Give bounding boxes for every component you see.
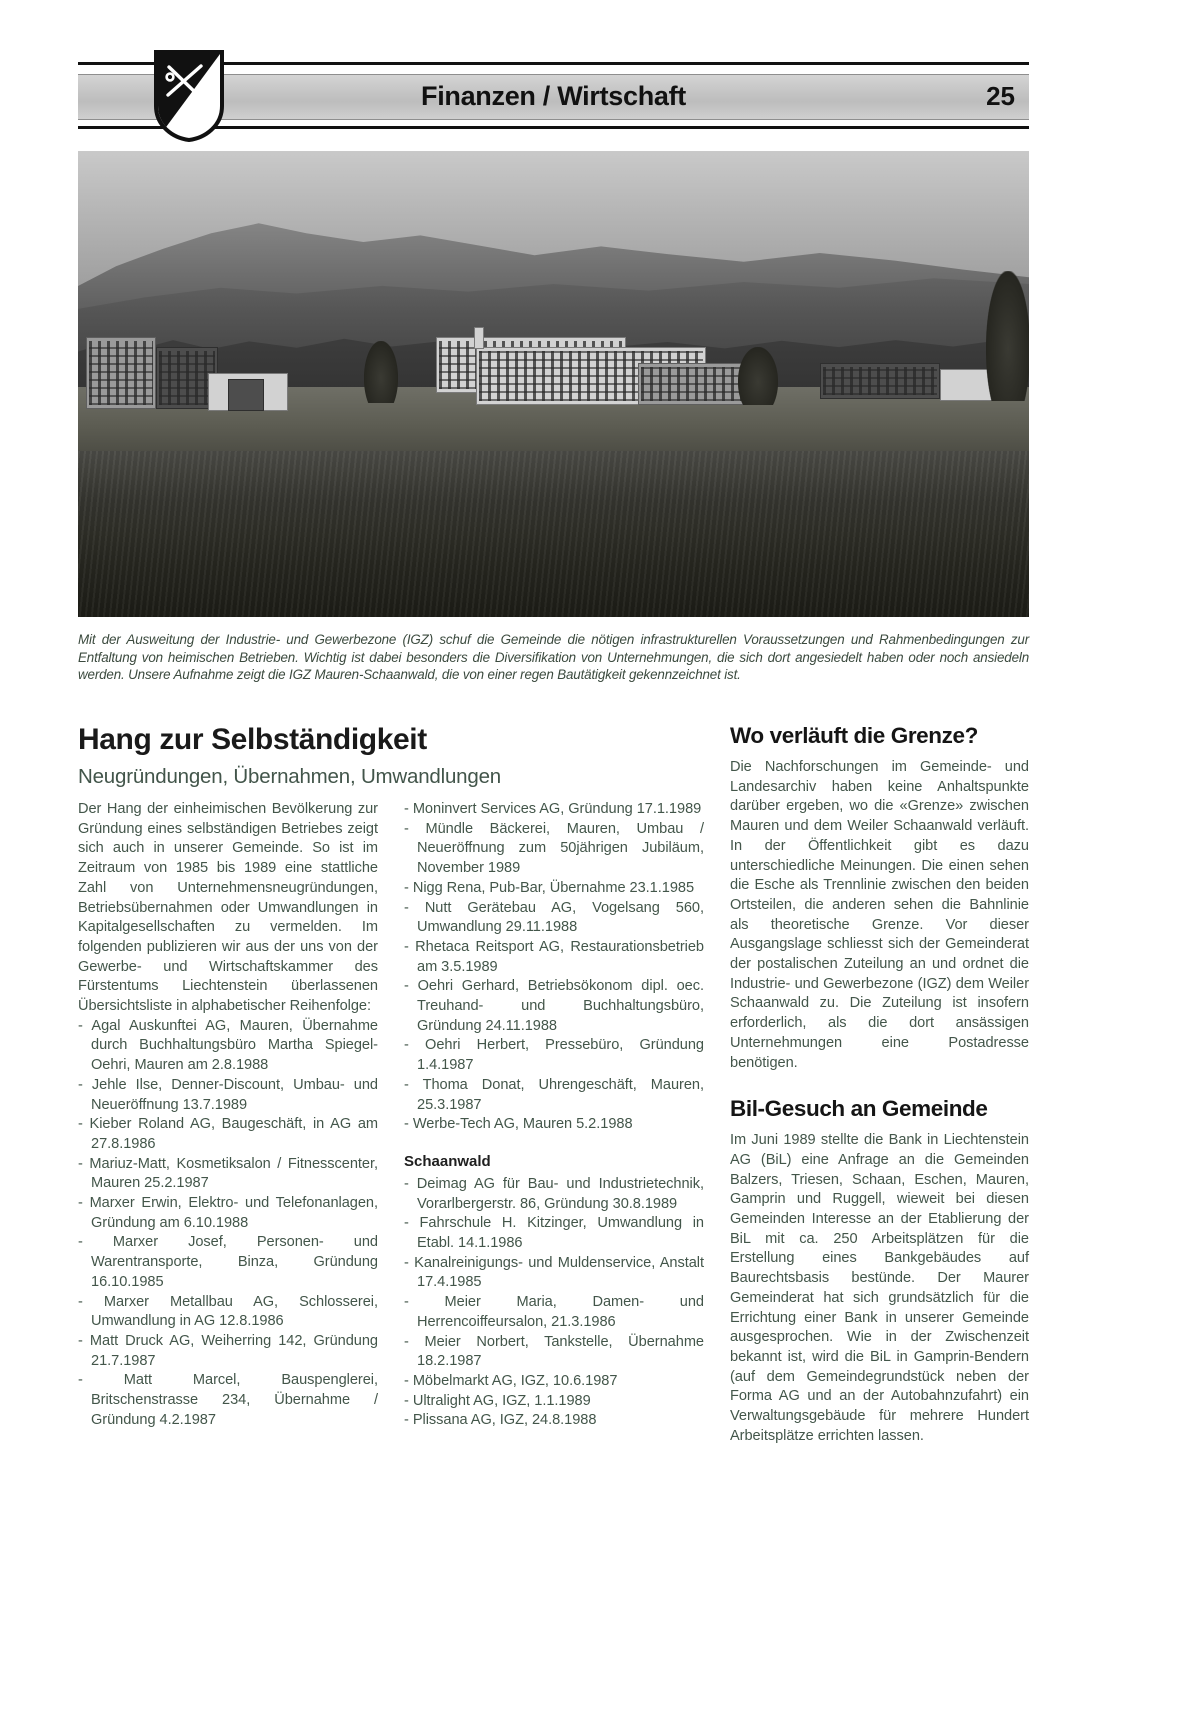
photo-tree: [364, 341, 398, 403]
column-three: [730, 722, 1029, 1447]
article-columns: [78, 722, 1029, 1482]
list-item: - Deimag AG für Bau- und Industrietechnik, Vorarlbergerstr. 86, Gründung 30.8.1989: [404, 1175, 704, 1214]
column-two-spacer: [404, 722, 704, 800]
photo-building: [820, 363, 940, 399]
list-item: - Agal Auskunftei AG, Mauren, Übernahme durch Buchhaltungsbüro Martha Spiegel-Oehri, Mauren am 2.8.1988: [78, 1017, 378, 1076]
list-item: - Meier Maria, Damen- und Herrencoiffeursalon, 21.3.1986: [404, 1293, 704, 1332]
entries-list-one: [78, 1017, 378, 1431]
list-item: - Rhetaca Reitsport AG, Restaurationsbetrieb am 3.5.1989: [404, 938, 704, 977]
entries-list-two: [404, 800, 704, 1135]
list-item: - Marxer Metallbau AG, Schlosserei, Umwandlung in AG 12.8.1986: [78, 1293, 378, 1332]
list-item: - Möbelmarkt AG, IGZ, 10.6.1987: [404, 1372, 704, 1392]
list-item: - Jehle Ilse, Denner-Discount, Umbau- und Neueröffnung 13.7.1989: [78, 1076, 378, 1115]
list-item: - Meier Norbert, Tankstelle, Übernahme 18.2.1987: [404, 1333, 704, 1372]
list-item: - Marxer Josef, Personen- und Warentransporte, Binza, Gründung 16.10.1985: [78, 1233, 378, 1292]
list-item: - Fahrschule H. Kitzinger, Umwandlung in Etabl. 14.1.1986: [404, 1214, 704, 1253]
list-item: - Kanalreinigungs- und Muldenservice, Anstalt 17.4.1985: [404, 1254, 704, 1293]
page-title: Finanzen / Wirtschaft: [421, 81, 686, 111]
sidebar-text-grenze: Die Nachforschungen im Gemeinde- und Landesarchiv haben keine Anhaltspunkte darüber ergeben, wo die «Grenze» zwischen Mauren und dem Weiler Schaanwald verläuft. In der Öffentlichkeit gibt es dazu unterschiedliche Meinungen. Die einen sehen die Esche als Trennlinie zwischen den beiden Ortsteilen, die anderen sehen die Bahnlinie als theoretische Grenze. Vor dieser Ausgangslage schliesst sich der Gemeinderat der postalischen Zuteilung an und ordnet die Industrie- und Gewerbezone (IGZ) dem Weiler Schaanwald zu. Die Zuteilung ist insofern erforderlich, als die dort ansässigen Unternehmungen eine Postadresse benötigen.: [730, 759, 1029, 1071]
photo-building: [228, 379, 264, 411]
photo-tower: [474, 327, 484, 349]
list-item: - Marxer Erwin, Elektro- und Telefonanlagen, Gründung am 6.10.1988: [78, 1194, 378, 1233]
list-item: - Nigg Rena, Pub-Bar, Übernahme 23.1.1985: [404, 879, 704, 899]
list-item: - Oehri Herbert, Pressebüro, Gründung 1.4.1987: [404, 1036, 704, 1075]
list-item: - Mariuz-Matt, Kosmetiksalon / Fitnesscenter, Mauren 25.2.1987: [78, 1155, 378, 1194]
list-item: - Nutt Gerätebau AG, Vogelsang 560, Umwandlung 29.11.1988: [404, 899, 704, 938]
article-headline: Hang zur Selbständigkeit: [78, 723, 427, 756]
photo-caption: Mit der Ausweitung der Industrie- und Gewerbezone (IGZ) schuf die Gemeinde die nötigen infrastrukturellen Voraussetzungen und Rahmenbedingungen zur Entfaltung von heimischen Betrieben. Wichtig ist dabei besonders die Diversifikation von Unternehmungen, die sich dort angesiedelt haben oder noch ansiedeln werden. Unsere Aufnahme zeigt die IGZ Mauren-Schaanwald, die von einer regen Bautätigkeit gekennzeichnet ist.: [78, 632, 1029, 683]
list-item: - Thoma Donat, Uhrengeschäft, Mauren, 25.3.1987: [404, 1076, 704, 1115]
list-item: - Oehri Gerhard, Betriebsökonom dipl. oec. Treuhand- und Buchhaltungsbüro, Gründung 24.11.1988: [404, 977, 704, 1036]
list-item: - Ultralight AG, IGZ, 1.1.1989: [404, 1392, 704, 1412]
group-title-schaanwald: Schaanwald: [404, 1152, 491, 1170]
list-item: - Plissana AG, IGZ, 24.8.1988: [404, 1411, 704, 1431]
article-photo: [78, 151, 1029, 617]
photo-foreground-field: [78, 451, 1029, 617]
page-header: [78, 62, 1029, 130]
article-subhead: Neugründungen, Übernahmen, Umwandlungen: [78, 765, 501, 788]
sidebar-text-bil: Im Juni 1989 stellte die Bank in Liechtenstein AG (BiL) eine Anfrage an die Gemeinden Balzers, Triesen, Schaan, Eschen, Mauren, Gamprin und Ruggell, wieweit bei diesen Gemeinden Interesse an der Etablierung der BiL mit ca. 250 Arbeitsplätzen für die Erstellung eines Bankgebäudes auf Baurechtsbasis bestünde. Der Maurer Gemeinderat hat sich grundsätzlich für die Errichtung einer Bank in unserer Gemeinde ausgesprochen. Wie in der Zwischenzeit bekannt ist, wird die BiL in Gamprin-Bendern (auf dem Gemeindegrundstück neben der Forma AG und an der Autobahnzufahrt) ein Verwaltungsgebäude für mehrere Hundert Arbeitsplätze errichten lassen.: [730, 1132, 1029, 1444]
coat-of-arms-icon: [153, 50, 225, 142]
page-number: 25: [986, 81, 1015, 111]
list-item: - Werbe-Tech AG, Mauren 5.2.1988: [404, 1115, 704, 1135]
list-item: - Moninvert Services AG, Gründung 17.1.1989: [404, 800, 704, 820]
sidebar-heading-bil: Bil-Gesuch an Gemeinde: [730, 1096, 988, 1122]
column-two: [404, 722, 704, 1431]
photo-tree: [986, 271, 1029, 401]
photo-building: [86, 337, 156, 409]
list-item: - Matt Marcel, Bauspenglerei, Britschenstrasse 234, Übernahme / Gründung 4.2.1987: [78, 1371, 378, 1430]
entries-list-schaanwald: [404, 1175, 704, 1431]
list-item: - Mündle Bäckerei, Mauren, Umbau / Neueröffnung zum 50jährigen Jubiläum, November 1989: [404, 820, 704, 879]
photo-building: [638, 363, 748, 405]
list-item: - Kieber Roland AG, Baugeschäft, in AG am 27.8.1986: [78, 1115, 378, 1154]
article-intro: Der Hang der einheimischen Bevölkerung zur Gründung eines selbständigen Betriebes zeigt sich auch in unserer Gemeinde. So ist im Zeitraum von 1985 bis 1989 eine stattliche Zahl von Unternehmensneugründungen, Betriebsübernahmen oder Umwandlungen in Kapitalgesellschaften zu vermelden. Im folgenden publizieren wir aus der uns von der Gewerbe- und Wirtschaftskammer des Fürstentums Liechtenstein überlassenen Übersichtsliste in alphabetischer Reihenfolge:: [78, 801, 378, 1015]
photo-tree: [738, 347, 778, 405]
list-item: - Matt Druck AG, Weiherring 142, Gründung 21.7.1987: [78, 1332, 378, 1371]
sidebar-heading-grenze: Wo verläuft die Grenze?: [730, 723, 978, 748]
headline-block: [78, 722, 501, 800]
